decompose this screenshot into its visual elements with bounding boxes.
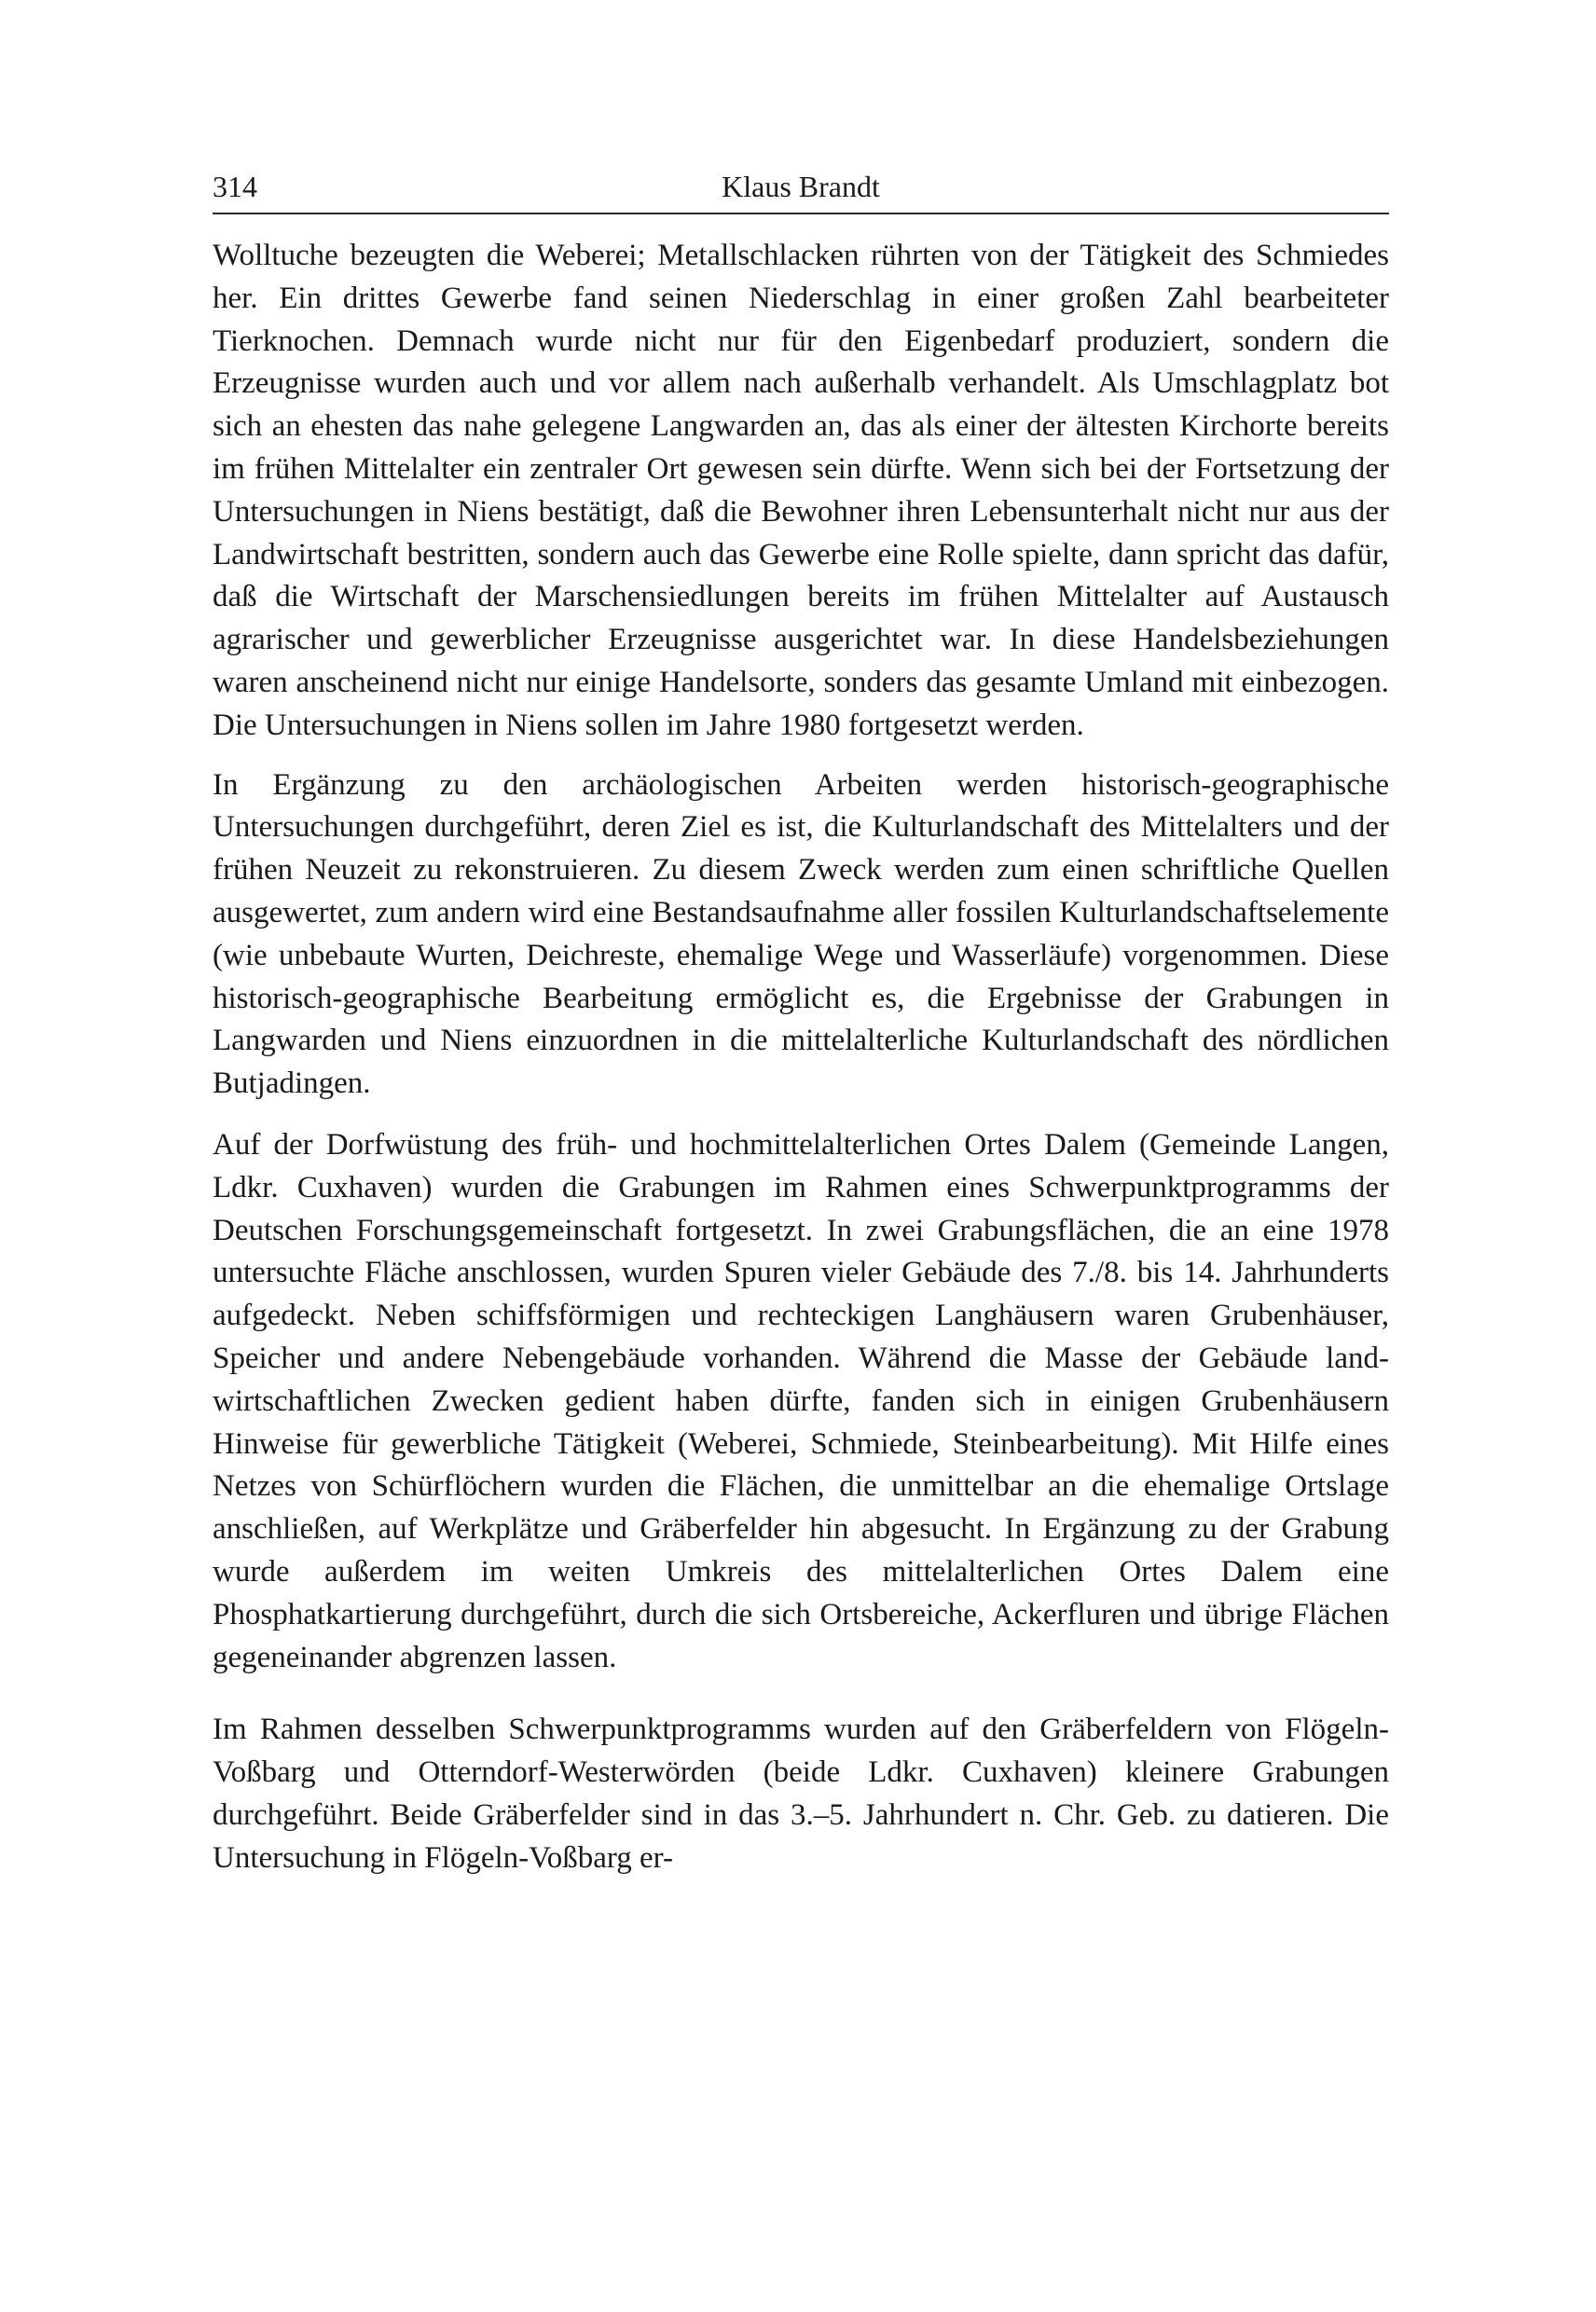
paragraph-3: Auf der Dorfwüstung des früh- und hochmittelalterlichen Ortes Dalem (Gemeinde Langen, Ldkr. Cuxhaven) wurden die Grabungen im Rahmen eines Schwerpunktprogramms der Deutschen Forschungsgemeinschaft fortgesetzt. In zwei Grabungsflächen, die an eine 1978 untersuchte Fläche anschlossen, wurden Spuren vieler Gebäude des 7./8. bis 14. Jahrhunderts aufgedeckt. Neben schiffsförmigen und rechteckigen Langhäusern waren Grubenhäuser, Speicher und andere Nebengebäude vorhanden. Während die Masse der Gebäude landwirtschaftlichen Zwecken gedient haben dürfte, fanden sich in einigen Grubenhäusern Hinweise für gewerbliche Tätigkeit (Weberei, Schmiede, Steinbearbeitung). Mit Hilfe eines Netzes von Schürflöchern wurden die Flächen, die unmittelbar an die ehemalige Ortslage anschließen, auf Werkplätze und Gräberfelder hin abgesucht. In Ergänzung zu der Grabung wurde außerdem im weiten Umkreis des mittelalterlichen Ortes Dalem eine Phosphatkartierung durchgeführt, durch die sich Ortsbereiche, Ackerfluren und übrige Flächen gegeneinander abgrenzen lassen. bbox=[213, 1127, 1389, 1674]
page-number: 314 bbox=[213, 170, 257, 203]
paragraph-1: Wolltuche bezeugten die Weberei; Metallschlacken rührten von der Tätigkeit des Schmiedes her. Ein drittes Gewerbe fand seinen Niederschlag in einer großen Zahl bearbeiteter Tierknochen. Demnach wurde nicht nur für den Eigenbedarf produziert, sondern die Erzeugnisse wurden auch und vor allem nach außerhalb verhandelt. Als Umschlagplatz bot sich an ehesten das nahe gelegene Langwarden an, das als einer der ältesten Kirchorte bereits im frühen Mittelalter ein zentraler Ort gewesen sein dürfte. Wenn sich bei der Fortsetzung der Untersuchungen in Niens bestätigt, daß die Bewohner ihren Lebensunterhalt nicht nur aus der Landwirtschaft bestritten, sondern auch das Gewerbe eine Rolle spielte, dann spricht das dafür, daß die Wirtschaft der Marschensiedlungen bereits im frühen Mittelalter auf Austausch agrarischer und gewerblicher Erzeugnisse ausgerichtet war. In diese Handelsbeziehungen waren anscheinend nicht nur einige Handelsorte, sonders das gesamte Umland mit einbezogen. Die Untersuchungen in Niens sollen im Jahre 1980 fortgesetzt werden. bbox=[213, 239, 1389, 742]
document-page bbox=[213, 166, 1389, 1879]
paragraph-2: In Ergänzung zu den archäologischen Arbeiten werden historisch-geographische Untersuchungen durchgeführt, deren Ziel es ist, die Kulturlandschaft des Mittelalters und der frühen Neuzeit zu rekonstruieren. Zu diesem Zweck werden zum einen schriftliche Quellen ausgewertet, zum andern wird eine Bestandsaufnahme aller fossilen Kulturlandschaftselemente (wie unbebaute Wurten, Deichreste, ehemalige Wege und Wasserläufe) vorgenommen. Diese historisch-geographische Bearbeitung ermöglicht es, die Ergebnisse der Grabungen in Langwarden und Niens einzuordnen in die mittelalterliche Kulturlandschaft des nördlichen Butjadingen. bbox=[213, 767, 1389, 1101]
paragraph-4: Im Rahmen desselben Schwerpunktprogramms wurden auf den Gräberfeldern von Flögeln-Voßbarg und Otterndorf-Westerwörden (beide Ldkr. Cuxhaven) kleinere Grabungen durchgeführt. Beide Gräberfelder sind in das 3.–5. Jahrhundert n. Chr. Geb. zu datieren. Die Untersuchung in Flögeln-Voßbarg er- bbox=[213, 1713, 1389, 1875]
body-text bbox=[213, 235, 1389, 1879]
page-header bbox=[213, 166, 1389, 214]
running-head-author: Klaus Brandt bbox=[722, 170, 880, 203]
